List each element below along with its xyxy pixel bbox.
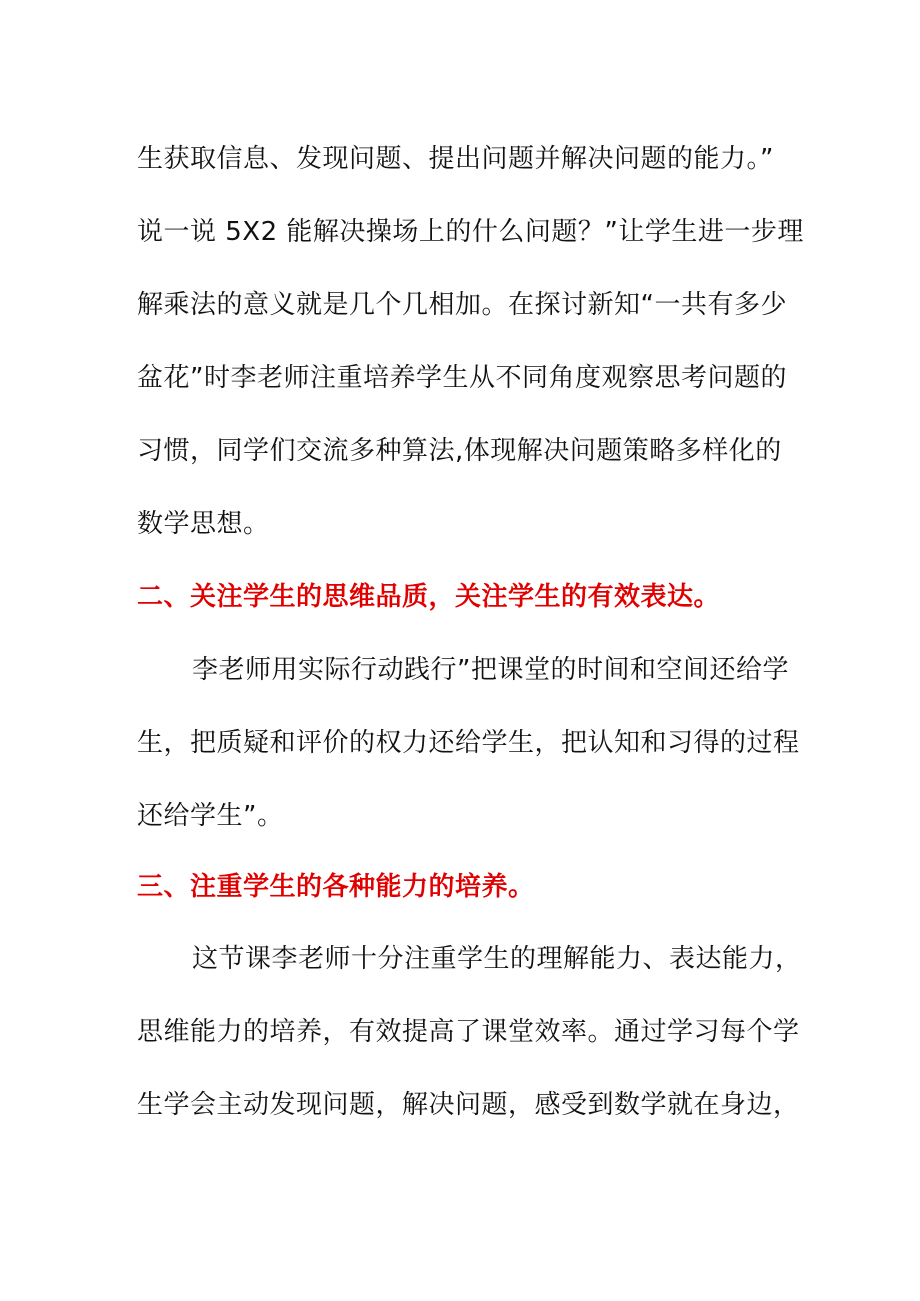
paragraph-1-line-3: 解乘法的意义就是几个几相加。在探讨新知“一共有多少 [137,290,787,320]
section-heading-2: 二、关注学生的思维品质，关注学生的有效表达。 [137,582,721,612]
paragraph-3-line-1: 这节课李老师十分注重学生的理解能力、表达能力， [192,944,802,974]
paragraph-3-line-3: 生学会主动发现问题，解决问题，感受到数学就在身边， [137,1090,800,1120]
paragraph-2-line-1: 李老师用实际行动践行”把课堂的时间和空间还给学 [192,655,789,685]
paragraph-1-line-4: 盆花”时李老师注重培养学生从不同角度观察思考问题的 [137,363,787,393]
paragraph-3-line-2: 思维能力的培养，有效提高了课堂效率。通过学习每个学 [137,1017,800,1047]
paragraph-1-line-5: 习惯，同学们交流多种算法,体现解决问题策略多样化的 [137,436,782,466]
paragraph-2-line-3: 还给学生”。 [137,801,284,831]
paragraph-1-line-6: 数学思想。 [137,509,270,539]
section-heading-3: 三、注重学生的各种能力的培养。 [137,872,535,902]
paragraph-1-line-2: 说一说 5X2 能解决操场上的什么问题？”让学生进一步理 [137,217,804,247]
paragraph-2-line-2: 生，把质疑和评价的权力还给学生，把认知和习得的过程 [137,728,800,758]
paragraph-1-line-1: 生获取信息、发现问题、提出问题并解决问题的能力。” [137,144,774,174]
